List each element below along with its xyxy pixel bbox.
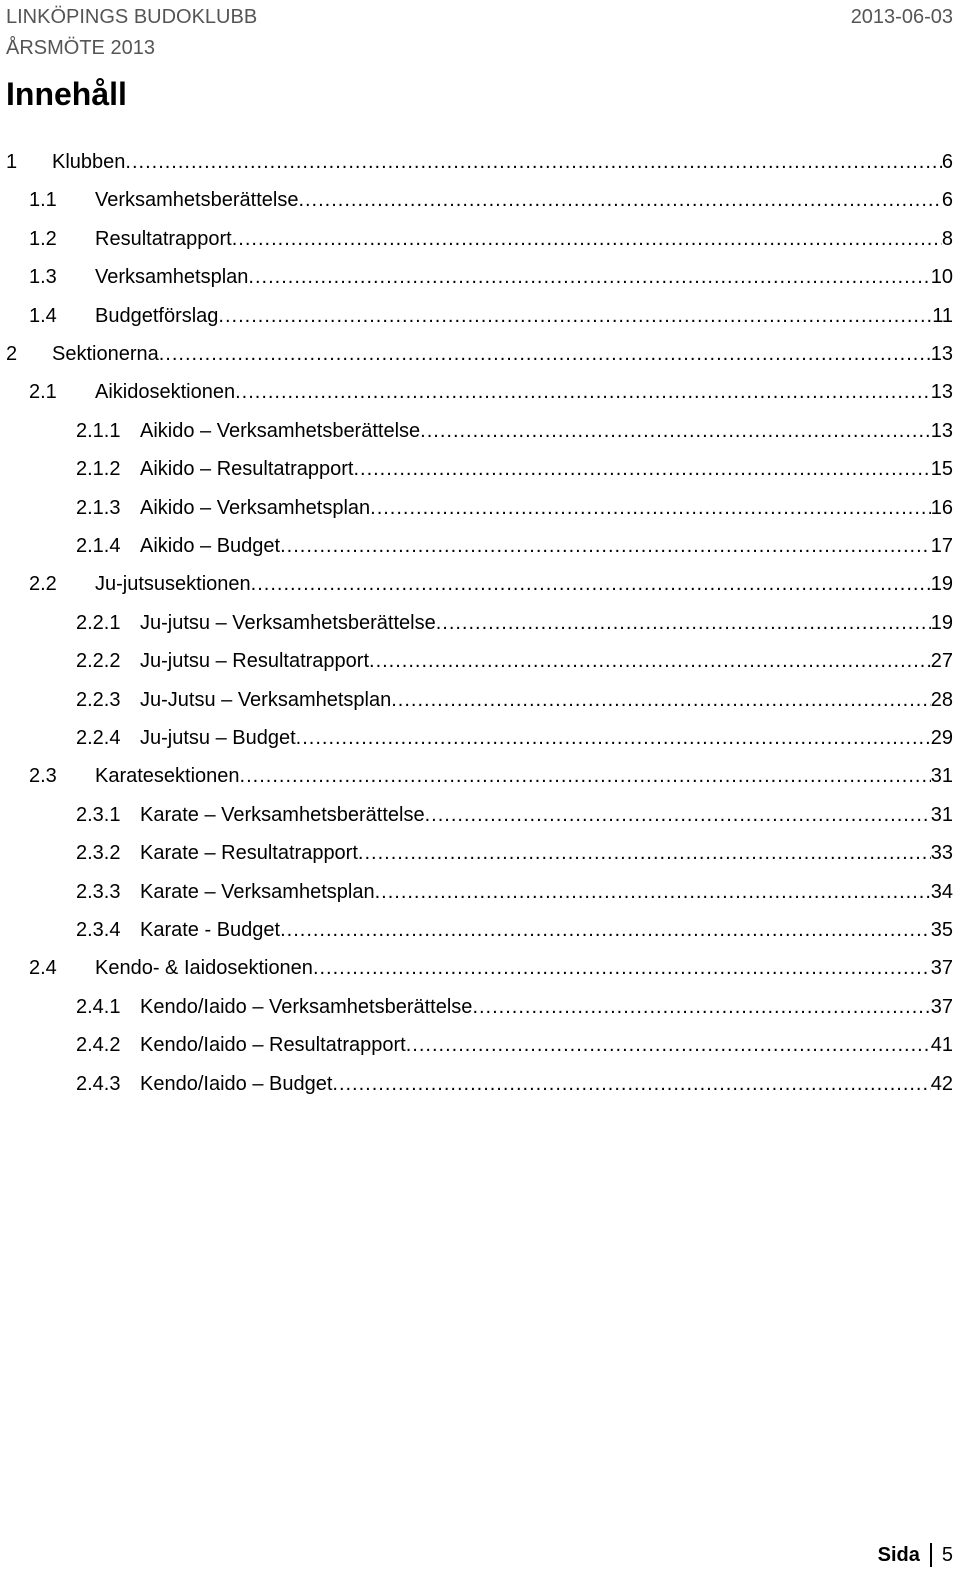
header-date: 2013-06-03 <box>850 6 953 28</box>
toc-entry-page: 28 <box>930 688 953 711</box>
toc-entry-line <box>140 991 953 1023</box>
toc-entry-number: 2.1.2 <box>76 458 121 481</box>
toc-entry-title: Aikido – Budget <box>140 535 281 557</box>
toc-entry-title: Karate – Resultatrapport <box>140 842 358 865</box>
toc-entry-title: Kendo- & Iaidosektionen <box>95 957 313 980</box>
toc-entry-line <box>95 568 953 600</box>
toc-dot-leader <box>159 338 931 370</box>
toc-entry[interactable] <box>0 607 960 639</box>
toc-entry-page: 13 <box>930 381 953 404</box>
toc-entry[interactable] <box>0 338 960 370</box>
toc-entry-title: Aikido – Resultatrapport <box>140 458 354 481</box>
toc-entry-title: Ju-Jutsu – Verksamhetsplan <box>140 688 392 711</box>
toc-entry-number: 1.2 <box>29 227 57 250</box>
toc-entry-page: 42 <box>930 1072 953 1095</box>
page-header-right <box>851 2 953 33</box>
toc-dot-leader <box>369 645 931 677</box>
toc-entry[interactable] <box>0 991 960 1023</box>
toc-entry-title: Aikido – Verksamhetsberättelse <box>140 419 421 442</box>
toc-entry-line <box>140 876 953 908</box>
toc-entry-page: 19 <box>930 573 953 596</box>
toc-entry[interactable] <box>0 914 960 946</box>
toc-entry-title: Kendo/Iaido – Verksamhetsberättelse <box>140 995 473 1018</box>
toc-dot-leader <box>240 760 931 792</box>
toc-entry[interactable] <box>0 300 960 332</box>
toc-entry-page: 31 <box>930 803 953 826</box>
toc-dot-leader <box>420 415 931 447</box>
toc-entry-title: Resultatrapport <box>95 227 232 250</box>
toc-heading: Innehåll <box>6 76 127 112</box>
toc-entry-line <box>140 1029 953 1061</box>
toc-entry-title: Ju-jutsu – Budget <box>140 727 296 749</box>
toc-entry-number: 2.1.3 <box>76 496 121 519</box>
toc-dot-leader <box>218 300 932 332</box>
toc-entry[interactable] <box>0 1068 960 1100</box>
toc-entry-title: Kendo/Iaido – Budget <box>140 1072 333 1095</box>
toc-entry-page: 13 <box>930 419 953 442</box>
toc-dot-leader <box>296 722 931 754</box>
footer-page-number: 5 <box>941 1544 953 1566</box>
toc-entry-title: Karate – Verksamhetsberättelse <box>140 803 425 826</box>
toc-dot-leader <box>125 146 941 178</box>
toc-entry-line <box>52 146 953 178</box>
toc-dot-leader <box>472 991 930 1023</box>
toc-entry[interactable] <box>0 1029 960 1061</box>
toc-entry-number: 2.2 <box>29 573 57 596</box>
toc-entry-line <box>52 338 953 370</box>
toc-dot-leader <box>280 914 931 946</box>
toc-dot-leader <box>353 453 930 485</box>
toc-dot-leader <box>406 1029 931 1061</box>
toc-entry-line <box>140 453 953 485</box>
toc-entry-title: Klubben <box>52 151 126 173</box>
toc-entry-number: 1.1 <box>29 189 57 212</box>
toc-entry[interactable] <box>0 184 960 216</box>
toc-entry-page: 15 <box>930 458 953 481</box>
toc-entry-title: Karate - Budget <box>140 919 281 941</box>
toc-entry-page: 37 <box>930 957 953 980</box>
toc-entry-title: Budgetförslag <box>95 304 219 327</box>
toc-entry-title: Ju-jutsusektionen <box>95 573 251 596</box>
toc-entry-line <box>140 415 953 447</box>
toc-dot-leader <box>298 184 941 216</box>
toc-entry-line <box>140 914 953 946</box>
toc-entry-line <box>140 799 953 831</box>
toc-entry[interactable] <box>0 223 960 255</box>
toc-entry-title: Aikidosektionen <box>95 381 236 404</box>
toc-entry-page: 19 <box>930 611 953 634</box>
toc-entry-line <box>95 300 953 332</box>
toc-entry-number: 2.2.4 <box>76 727 121 749</box>
toc-entry[interactable] <box>0 799 960 831</box>
toc-entry[interactable] <box>0 568 960 600</box>
toc-entry-line <box>95 376 953 408</box>
toc-dot-leader <box>370 492 931 524</box>
toc-entry-number: 2.1.1 <box>76 419 121 442</box>
toc-entry[interactable] <box>0 722 960 754</box>
toc-entry-page: 8 <box>941 227 953 250</box>
toc-entry-line <box>95 184 953 216</box>
toc-entry[interactable] <box>0 837 960 869</box>
toc-entry-number: 2.4.1 <box>76 995 121 1018</box>
toc-entry-line <box>95 223 953 255</box>
toc-entry-number: 2.4.3 <box>76 1072 121 1095</box>
toc-entry-number: 2.1.4 <box>76 535 121 557</box>
toc-entry[interactable] <box>0 453 960 485</box>
toc-entry-number: 2.3.4 <box>76 919 121 941</box>
footer-separator <box>930 1543 932 1567</box>
toc-dot-leader <box>358 837 931 869</box>
toc-dot-leader <box>391 684 931 716</box>
toc-entry[interactable] <box>0 492 960 524</box>
toc-entry-page: 37 <box>930 995 953 1018</box>
toc-entry-page: 10 <box>930 266 953 289</box>
toc-entry-line <box>140 837 953 869</box>
toc-dot-leader <box>313 952 931 984</box>
toc-entry-number: 2.2.2 <box>76 650 121 673</box>
toc-entry-title: Verksamhetsberättelse <box>95 189 299 212</box>
toc-entry-line <box>140 492 953 524</box>
toc-entry-page: 41 <box>930 1034 953 1057</box>
toc-entry[interactable] <box>0 645 960 677</box>
toc-entry-number: 2.1 <box>29 381 57 404</box>
toc-entry-title: Ju-jutsu – Resultatrapport <box>140 650 370 673</box>
toc-entry-number: 1.4 <box>29 304 57 327</box>
toc-entry-page: 13 <box>930 343 953 365</box>
toc-entry-line <box>95 760 953 792</box>
toc-entry-page: 11 <box>932 304 953 327</box>
toc-entry-page: 16 <box>930 496 953 519</box>
toc-entry[interactable] <box>0 146 960 178</box>
toc-entry-line <box>140 645 953 677</box>
toc-dot-leader <box>436 607 931 639</box>
toc-entry-page: 6 <box>941 189 953 212</box>
toc-entry-line <box>140 530 953 562</box>
toc-dot-leader <box>235 376 931 408</box>
toc-dot-leader <box>425 799 931 831</box>
toc-entry-number: 1 <box>6 151 18 173</box>
toc-entry[interactable] <box>0 760 960 792</box>
toc-entry-title: Verksamhetsplan <box>95 266 249 289</box>
toc-dot-leader <box>232 223 942 255</box>
toc-entry-number: 2.3.2 <box>76 842 121 865</box>
header-org-name: LINKÖPINGS BUDOKLUBB <box>6 6 258 28</box>
toc-entry-title: Sektionerna <box>52 343 159 365</box>
toc-entry-number: 2.4 <box>29 957 57 980</box>
toc-entry-number: 2.3 <box>29 765 57 788</box>
toc-entry-page: 34 <box>930 880 953 903</box>
header-meeting-name: ÅRSMÖTE 2013 <box>6 37 155 59</box>
toc-entry-line <box>95 952 953 984</box>
toc-dot-leader <box>375 876 931 908</box>
toc-dot-leader <box>280 530 931 562</box>
toc-entry-number: 2.4.2 <box>76 1034 121 1057</box>
toc-entry-line <box>140 1068 953 1100</box>
toc-entry-title: Kendo/Iaido – Resultatrapport <box>140 1034 406 1057</box>
toc-entry-page: 31 <box>930 765 953 788</box>
toc-entry[interactable] <box>0 415 960 447</box>
toc-entry[interactable] <box>0 952 960 984</box>
toc-entry-number: 2.2.3 <box>76 688 121 711</box>
toc-entry-page: 29 <box>930 727 953 749</box>
toc-entry-title: Karate – Verksamhetsplan <box>140 880 375 903</box>
toc-entry[interactable] <box>0 876 960 908</box>
toc-dot-leader <box>332 1068 930 1100</box>
toc-entry-line <box>95 261 953 293</box>
page-header-left <box>6 2 257 64</box>
toc-entry-number: 2.2.1 <box>76 611 121 634</box>
toc-entry-line <box>140 607 953 639</box>
toc-entry-page: 27 <box>930 650 953 673</box>
footer-page-label: Sida <box>877 1544 920 1566</box>
toc-entry-number: 1.3 <box>29 266 57 289</box>
toc-entry[interactable] <box>0 530 960 562</box>
toc-entry-title: Ju-jutsu – Verksamhetsberättelse <box>140 611 436 634</box>
toc-entry-page: 6 <box>941 151 953 173</box>
toc-entry-line <box>140 722 953 754</box>
toc-entry-line <box>140 684 953 716</box>
toc-dot-leader <box>248 261 930 293</box>
toc-entry[interactable] <box>0 684 960 716</box>
toc-entry[interactable] <box>0 261 960 293</box>
toc-entry[interactable] <box>0 376 960 408</box>
toc-entry-number: 2.3.1 <box>76 803 121 826</box>
page-footer <box>878 1539 953 1571</box>
toc-entry-page: 35 <box>930 919 953 941</box>
toc-dot-leader <box>251 568 931 600</box>
toc-entry-page: 17 <box>930 535 953 557</box>
toc-entry-number: 2.3.3 <box>76 880 121 903</box>
toc-entry-title: Aikido – Verksamhetsplan <box>140 496 371 519</box>
toc-entry-number: 2 <box>6 343 18 365</box>
toc-entry-title: Karatesektionen <box>95 765 240 788</box>
toc-entry-page: 33 <box>930 842 953 865</box>
